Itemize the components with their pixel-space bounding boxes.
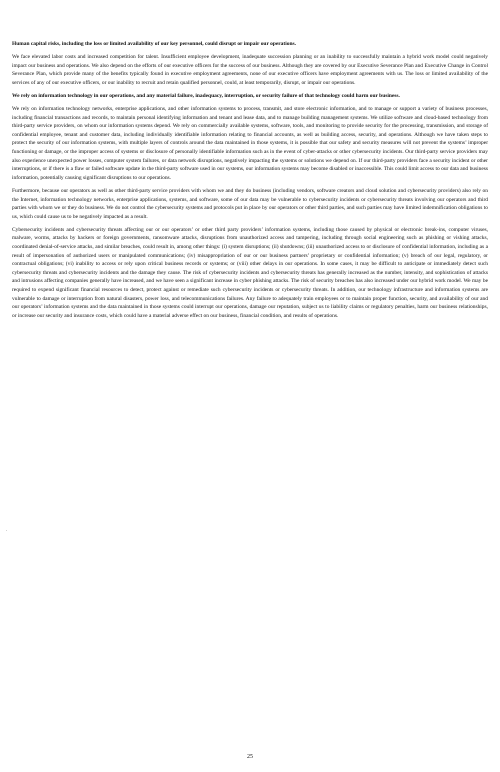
- paragraph-it-reliance: We rely on information technology networks, enterprise applications, and other information systems to process, transmit, and store electronic information, and to manage or support a variety of business processes, including financial transactions and records, to maintain personal identifying information and tenant and lease data, and to manage building management systems. We utilize software and cloud-based technology from third-party service providers, on whom our information systems depend. We rely on commercially available systems, software, tools, and monitoring to provide security for the processing, transmission, and storage of confidential employee, tenant and customer data, including individually identifiable information relating to financial accounts, as well as building access, security, and operations. Although we have taken steps to protect the security of our information systems, with multiple layers of controls around the data maintained in those systems, it is possible that our safety and security measures will not prevent the systems’ improper functioning or damage, or the improper access of systems or disclosure of personally identifiable information such as in the event of cyber-attacks or other cybersecurity incidents. Our third-party service providers may also experience unexpected power losses, computer system failures, or data network disruptions, negatively impacting the systems or solutions we depend on. If our third-party providers face a security incident or other interruptions, or if there is a flaw or failed software update in the third-party software used in our systems, our information systems may become disabled or inaccessible. This could limit access to our data and business information, potentially causing significant disruptions to our operations.: [12, 106, 488, 181]
- paragraph-third-party-providers: Furthermore, because our operators as well as other third-party service providers with whom we and they do business (including vendors, software creators and cloud solution and cybersecurity providers) also rely on the Internet, information technology networks, enterprise applications, systems, and software, some of our data may be vulnerable to cybersecurity incidents or cybersecurity threats involving our operators and third parties with whom we or they do business. We do not control the cybersecurity systems and protocols put in place by our operators or other third parties, and such parties may have limited indemnification obligations to us, which could cause us to be negatively impacted as a result.: [12, 187, 488, 220]
- page-number: 25: [247, 754, 253, 760]
- section-heading-information-technology: We rely on information technology in our operations, and any material failure, inadequacy, interruption, or security failure of that technology could harm our business.: [12, 92, 400, 99]
- section-heading-human-capital: Human capital risks, including the loss or limited availability of our key personnel, could disrupt or impair our operations.: [12, 41, 296, 47]
- margin-mark: .: [6, 528, 8, 533]
- document-page: [12, 40, 488, 325]
- paragraph-cybersecurity-incidents: Cybersecurity incidents and cybersecurity threats affecting our or our operators’ or other third party providers’ information systems, including those caused by physical or electronic break-ins, computer viruses, malware, worms, attacks by hackers or foreign governments, ransomware attacks, disruptions from unauthorized access and tampering, including through social engineering such as phishing or vishing attacks, coordinated denial-of-service attacks, and similar breaches, could result in, among other things: (i) system disruptions; (ii) shutdowns; (iii) unauthorized access to or disclosure of confidential information, including as a result of impersonation of authorized users or manipulated communications; (iv) misappropriation of our or our business partners’ proprietary or confidential information; (v) breach of our legal, regulatory, or contractual obligations; (vi) inability to access or rely upon critical business records or systems; or (viii) other delays in our operations. In some cases, it may be difficult to anticipate or immediately detect such cybersecurity threats and cybersecurity incidents and the damage they cause. The risk of cybersecurity incidents and cybersecurity threats has generally increased as the number, intensity, and sophistication of attacks and intrusions affecting companies generally have increased, and we have seen a significant increase in cyber phishing attacks. The risk of security breaches has also increased under our hybrid work model. We may be required to expend significant financial resources to detect, protect against or remediate such cybersecurity incidents or cybersecurity threats. In addition, our technology infrastructure and information systems are vulnerable to damage or interruption from natural disasters, power loss, and telecommunications failures. Any failure to adequately train employees or to maintain proper function, security, and availability of our and our operators’ information systems and the data maintained in those systems could interrupt our operations, damage our reputation, subject us to liability claims or regulatory penalties, harm our business relationships, or increase our security and insurance costs, which could have a material adverse effect on our business, financial condition, and results of operations.: [12, 226, 488, 319]
- paragraph-human-capital: We face elevated labor costs and increased competition for talent. Insufficient employee development, inadequate succession planning or an inability to successfully maintain a hybrid work model could negatively impact our business and operations. We also depend on the efforts of our executive officers for the success of our business. Although they are covered by our Executive Severance Plan and Executive Change in Control Severance Plan, which provide many of the benefits typically found in executive employment agreements, none of our executive officers have employment agreements with us. The loss or limited availability of the services of any of our executive officers, or our inability to recruit and retain qualified personnel, could, at least temporarily, disrupt, or impair our operations.: [12, 54, 488, 86]
